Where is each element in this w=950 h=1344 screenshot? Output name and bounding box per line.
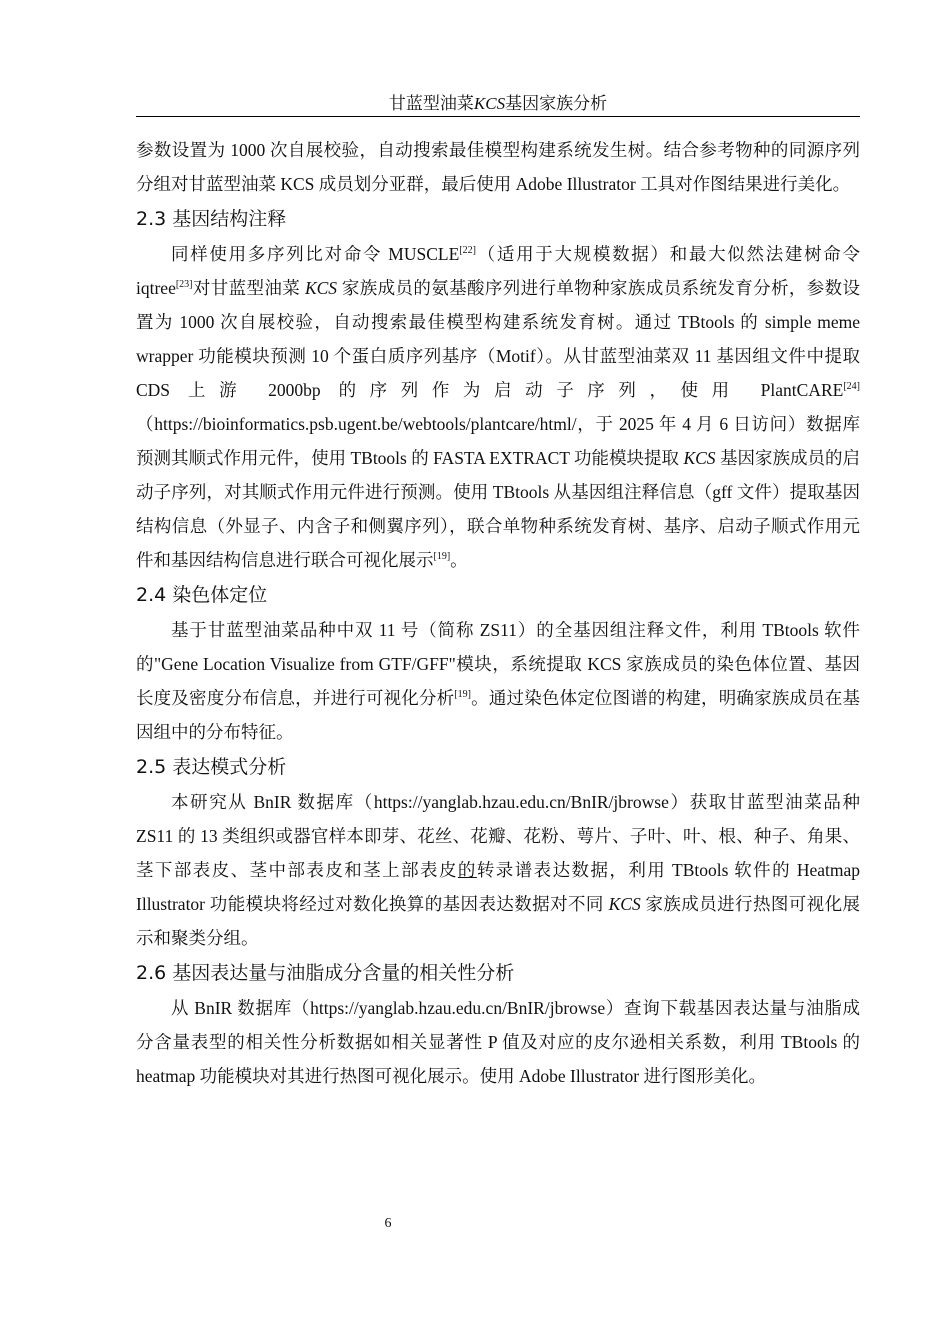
section-heading-2-6: 2.6 基因表达量与油脂成分含量的相关性分析 [136, 962, 515, 984]
section-heading-2-3: 2.3 基因结构注释 [136, 208, 287, 230]
header-rule [136, 116, 860, 117]
text-run: 。通过染色体定位图谱的构建，明确家族成员在基因组中的分布特征。 [136, 688, 860, 742]
citation-ref: [19] [433, 551, 451, 562]
header-title-prefix: 甘蓝型油菜 [388, 94, 474, 113]
gene-name: KCS [683, 448, 716, 468]
section-2-6-paragraph: 从 BnIR 数据库（https://yanglab.hzau.edu.cn/BnIR/jbrowse）查询下载基因表达量与油脂成分含量表型的相关性分析数据如相关显著性 P 值及对应的皮尔逊相关系数，利用 TBtools 的 heatmap 功能模块对其进行热图可视化展示。使用 Adobe Illustrator 进行图形美化。 [136, 998, 860, 1086]
citation-ref: [19] [454, 689, 471, 700]
text-run: 。 [450, 550, 468, 570]
section-heading-2-5: 2.5 表达模式分析 [136, 756, 287, 778]
underlined-text: 的 [457, 860, 477, 880]
text-run: 转录谱表达数据，利用 TBtools 软件的 Heatmap Illustrator 功能模块将经过对数化换算的基因表达数据对不同 [136, 860, 860, 914]
text-run: （https://bioinformatics.psb.ugent.be/webtools/plantcare/html/，于 2025 年 4 月 6 日访问）数据库预测其顺式作用元件，使用 TBtools 的 FASTA EXTRACT 功能模块提取 [136, 414, 860, 468]
citation-ref: [22] [459, 245, 476, 256]
page-body [136, 133, 860, 1093]
header-title-suffix: 基因家族分析 [505, 94, 608, 113]
header-title-gene: KCS [473, 94, 506, 113]
section-2-3-paragraph [136, 237, 860, 577]
text-run: 家族成员的氨基酸序列进行单物种家族成员系统发育分析，参数设置为 1000 次自展校验，自动搜索最佳模型构建系统发育树。通过 TBtools 的 simple meme wrapper 功能模块预测 10 个蛋白质序列基序（Motif）。从甘蓝型油菜双 11 基因组文件中提取 CDS 上游 2000bp 的序列作为启动子序列，使用 PlantCARE [136, 278, 861, 400]
citation-ref: [23] [175, 279, 193, 290]
text-run: 家族成员进行热图可视化展示和聚类分组。 [136, 894, 860, 948]
section-heading-2-4: 2.4 染色体定位 [136, 584, 268, 606]
page-number: 6 [384, 1216, 392, 1231]
gene-name: KCS [304, 278, 338, 298]
gene-name: KCS [608, 894, 641, 914]
section-2-4-paragraph [136, 613, 860, 749]
intro-paragraph: 参数设置为 1000 次自展校验，自动搜索最佳模型构建系统发生树。结合参考物种的同源序列分组对甘蓝型油菜 KCS 成员划分亚群，最后使用 Adobe Illustrator 工具对作图结果进行美化。 [136, 140, 860, 194]
section-2-5-paragraph [136, 785, 860, 955]
text-run: 基因家族成员的启动子序列，对其顺式作用元件进行预测。使用 TBtools 从基因组注释信息（gff 文件）提取基因结构信息（外显子、内含子和侧翼序列），联合单物种系统发育树、基序、启动子顺式作用元件和基因结构信息进行联合可视化展示 [136, 448, 860, 570]
text-run: 对甘蓝型油菜 [192, 278, 305, 298]
text-run: （适用于大规模数据）和最大似然法建树命令 iqtree [136, 244, 861, 298]
citation-ref: [24] [843, 381, 860, 392]
running-header [136, 92, 860, 116]
text-run: 本研究从 BnIR 数据库（https://yanglab.hzau.edu.cn/BnIR/jbrowse）获取甘蓝型油菜品种 ZS11 的 13 类组织或器官样本即芽、花丝、花瓣、花粉、萼片、子叶、叶、根、种子、角果、茎下部表皮、茎中部表皮和茎上部表皮 [136, 792, 860, 880]
text-run: 基于甘蓝型油菜品种中双 11 号（简称 ZS11）的全基因组注释文件，利用 TBtools 软件的"Gene Location Visualize from GTF/GFF"模块，系统提取 KCS 家族成员的染色体位置、基因长度及密度分布信息，并进行可视化分析 [136, 620, 860, 708]
text-run: 同样使用多序列比对命令 MUSCLE [171, 244, 460, 264]
